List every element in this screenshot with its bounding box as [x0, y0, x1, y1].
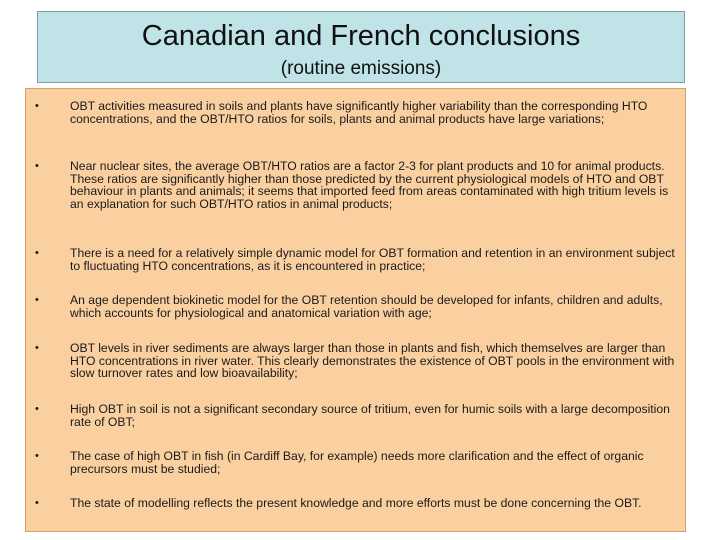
bullet-marker: • — [35, 450, 39, 462]
list-item — [26, 100, 677, 125]
list-item — [26, 450, 677, 475]
list-item — [26, 247, 677, 272]
bullet-marker: • — [35, 294, 39, 306]
slide-title: Canadian and French conclusions — [141, 20, 581, 52]
list-item — [26, 160, 677, 210]
bullet-text: Near nuclear sites, the average OBT/HTO ratios are a factor 2-3 for plant products and 10 for animal products. These ratios are significantly higher than those predicted by the current physiological models of HTO and OBT behaviour in plants and animals; it seems that imported feed from areas contaminated with high tritium levels is an explanation for such OBT/HTO ratios in animal products; — [70, 159, 669, 211]
bullet-text: High OBT in soil is not a significant secondary source of tritium, even for humic soils with a large decomposition rate of OBT; — [70, 402, 670, 429]
conclusions-list — [25, 88, 686, 532]
list-item — [26, 294, 677, 319]
bullet-text: OBT activities measured in soils and plants have significantly higher variability than the corresponding HTO concentrations, and the OBT/HTO ratios for soils, plants and animal products have large variations; — [70, 99, 648, 126]
bullet-text: OBT levels in river sediments are always larger than those in plants and fish, which themselves are larger than HTO concentrations in river water. This clearly demonstrates the existence of OBT pools in the environment with slow turnover rates and low bioavailability; — [70, 341, 675, 381]
slide-subtitle: (routine emissions) — [280, 58, 442, 79]
bullet-marker: • — [35, 160, 39, 172]
list-item — [26, 342, 677, 380]
bullet-marker: • — [35, 342, 39, 354]
list-item — [26, 403, 677, 428]
title-box — [37, 11, 685, 83]
bullet-marker: • — [35, 100, 39, 112]
list-item — [26, 497, 677, 510]
bullet-marker: • — [35, 403, 39, 415]
bullet-text: The state of modelling reflects the present knowledge and more efforts must be done concerning the OBT. — [70, 496, 642, 510]
bullet-text: The case of high OBT in fish (in Cardiff Bay, for example) needs more clarification and the effect of organic precursors must be studied; — [70, 449, 644, 476]
bullet-text: There is a need for a relatively simple dynamic model for OBT formation and retention in an environment subject to fluctuating HTO concentrations, as it is encountered in practice; — [70, 246, 675, 273]
bullet-text: An age dependent biokinetic model for the OBT retention should be developed for infants, children and adults, which accounts for physiological and anatomical variation with age; — [70, 293, 663, 320]
bullet-marker: • — [35, 497, 39, 509]
bullet-marker: • — [35, 247, 39, 259]
